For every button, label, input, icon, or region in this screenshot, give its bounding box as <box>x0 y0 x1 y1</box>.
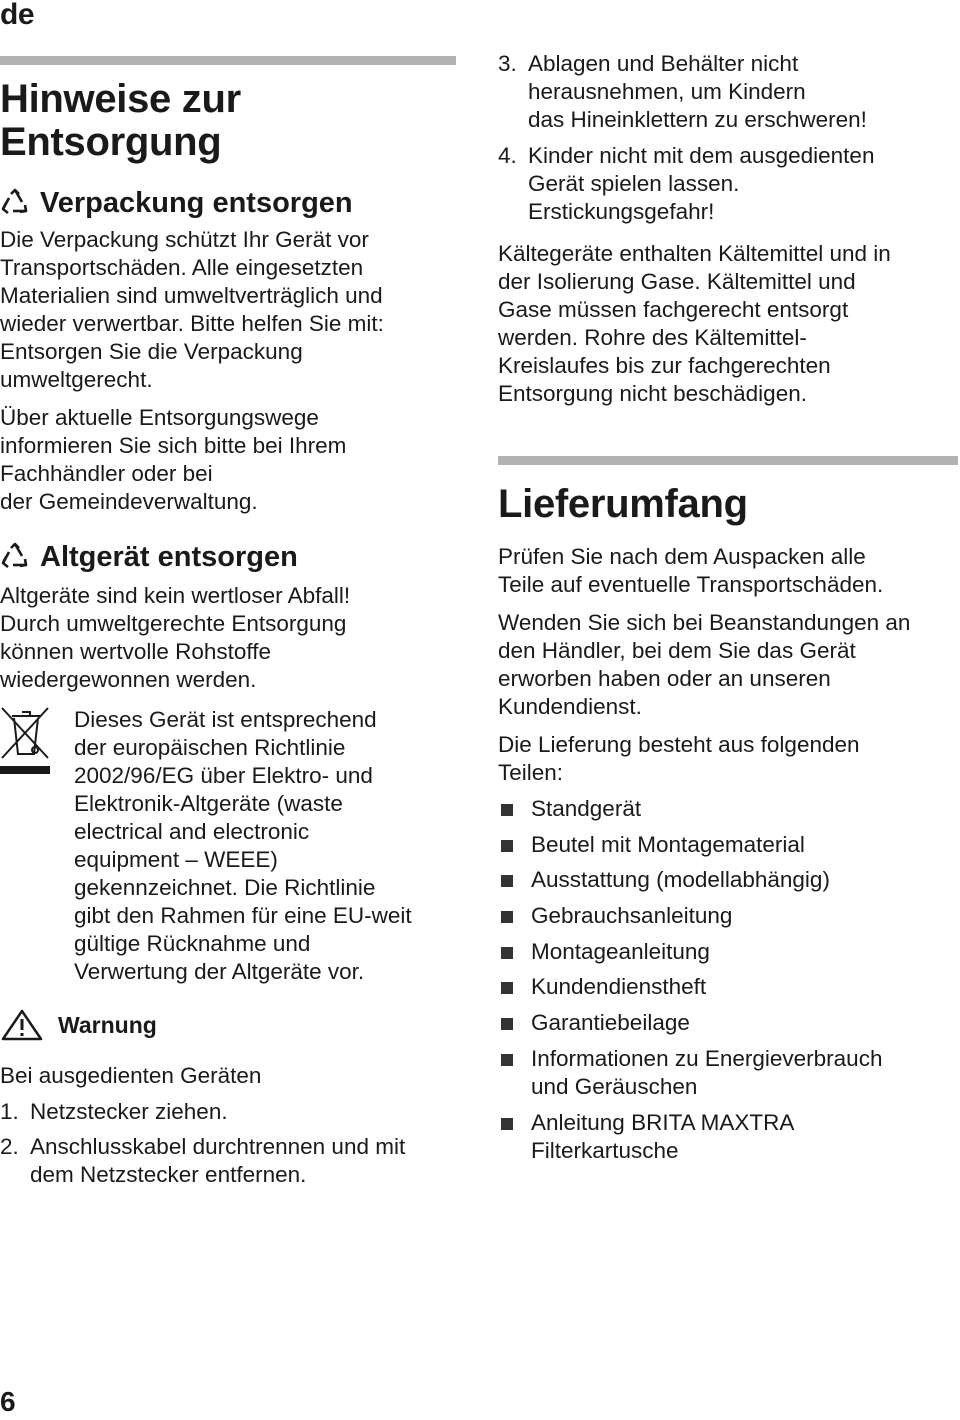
list-item: 3. Ablagen und Behälter nicht herausnehmen, um Kindern das Hineinklettern zu erschweren! <box>498 51 867 132</box>
page-number: 6 <box>0 1386 16 1417</box>
bullet-square <box>501 982 513 994</box>
list-item: Anleitung BRITA MAXTRA Filterkartusche <box>498 1109 958 1165</box>
section-rule <box>498 456 958 465</box>
delivery-items <box>498 795 958 1165</box>
list-item: Montageanleitung <box>498 938 958 966</box>
title-line-2: Entsorgung <box>0 120 222 164</box>
list-item: Ausstattung (modellabhängig) <box>498 866 958 894</box>
bullet-square <box>501 804 513 816</box>
weee-notice <box>0 706 456 986</box>
warning-triangle-icon <box>0 1008 44 1042</box>
warning-label: Warnung <box>58 1011 157 1038</box>
weee-text: Dieses Gerät ist entsprechend der europäischen Richtlinie 2002/96/EG über Elektro- und Elektronik-Altgeräte (waste electrical and electronic equipment – WEEE) gekennzeichnet. Die Richtlinie gibt den Rahmen für eine EU-weit gültige Rücknahme und Verwertung der Altgeräte vor. <box>74 707 412 984</box>
bullet-square <box>501 1118 513 1130</box>
delivery-paragraph-2: Wenden Sie sich bei Beanstandungen an den Händler, bei dem Sie das Gerät erworben haben oder an unseren Kundendienst. <box>498 610 911 719</box>
bullet-square <box>501 911 513 923</box>
list-item: 2. Anschlusskabel durchtrennen und mit dem Netzstecker entfernen. <box>0 1134 406 1187</box>
list-item: Kundendienstheft <box>498 973 958 1001</box>
delivery-paragraph-3: Die Lieferung besteht aus folgenden Teilen: <box>498 732 860 785</box>
packaging-paragraph-2: Über aktuelle Entsorgungswege informieren Sie sich bitte bei Ihrem Fachhändler oder bei der Gemeindeverwaltung. <box>0 405 347 514</box>
delivery-paragraph-1: Prüfen Sie nach dem Auspacken alle Teile auf eventuelle Transportschäden. <box>498 544 884 597</box>
list-item: Beutel mit Montagematerial <box>498 831 958 859</box>
bullet-square <box>501 1054 513 1066</box>
list-item: 1. Netzstecker ziehen. <box>0 1099 228 1124</box>
packaging-heading <box>0 186 456 220</box>
list-item: 4. Kinder nicht mit dem ausgedienten Gerät spielen lassen. Erstickungsgefahr! <box>498 143 875 224</box>
language-code: de <box>0 0 35 31</box>
recycle-icon <box>0 188 30 218</box>
right-column <box>498 0 958 1172</box>
warning-intro: Bei ausgedienten Geräten <box>0 1063 262 1088</box>
recycle-icon <box>0 542 30 572</box>
left-column <box>0 0 456 1189</box>
bullet-square <box>501 1018 513 1030</box>
old-appliance-heading <box>0 540 456 574</box>
packaging-heading-text: Verpackung entsorgen <box>40 187 353 219</box>
list-item: Informationen zu Energieverbrauch und Geräuschen <box>498 1045 958 1101</box>
title-line-1: Hinweise zur <box>0 77 241 121</box>
list-item: Standgerät <box>498 795 958 823</box>
page-title <box>0 78 456 164</box>
bullet-square <box>501 947 513 959</box>
list-item: Gebrauchsanleitung <box>498 902 958 930</box>
bullet-square <box>501 840 513 852</box>
packaging-paragraph-1: Die Verpackung schützt Ihr Gerät vor Transportschäden. Alle eingesetzten Materialien sind umweltverträglich und wieder verwertbar. Bitte helfen Sie mit: Entsorgen Sie die Verpackung umweltgerecht. <box>0 227 384 392</box>
section-rule <box>0 56 456 65</box>
list-item: Garantiebeilage <box>498 1009 958 1037</box>
warning-steps <box>0 1098 456 1189</box>
bullet-square <box>501 875 513 887</box>
delivery-title: Lieferumfang <box>498 482 748 526</box>
old-appliance-paragraph: Altgeräte sind kein wertloser Abfall! Durch umweltgerechte Entsorgung können wertvolle Rohstoffe wiedergewonnen werden. <box>0 583 351 692</box>
crossed-bin-icon <box>0 706 50 778</box>
warning-steps-continued <box>498 50 958 226</box>
old-appliance-heading-text: Altgerät entsorgen <box>40 541 298 573</box>
warning-heading <box>0 1008 456 1042</box>
refrigerant-paragraph: Kältegeräte enthalten Kältemittel und in der Isolierung Gase. Kältemittel und Gase müssen fachgerecht entsorgt werden. Rohre des Kältemittel- Kreislaufes bis zur fachgerechten Entsorgung nicht beschädigen. <box>498 241 891 406</box>
